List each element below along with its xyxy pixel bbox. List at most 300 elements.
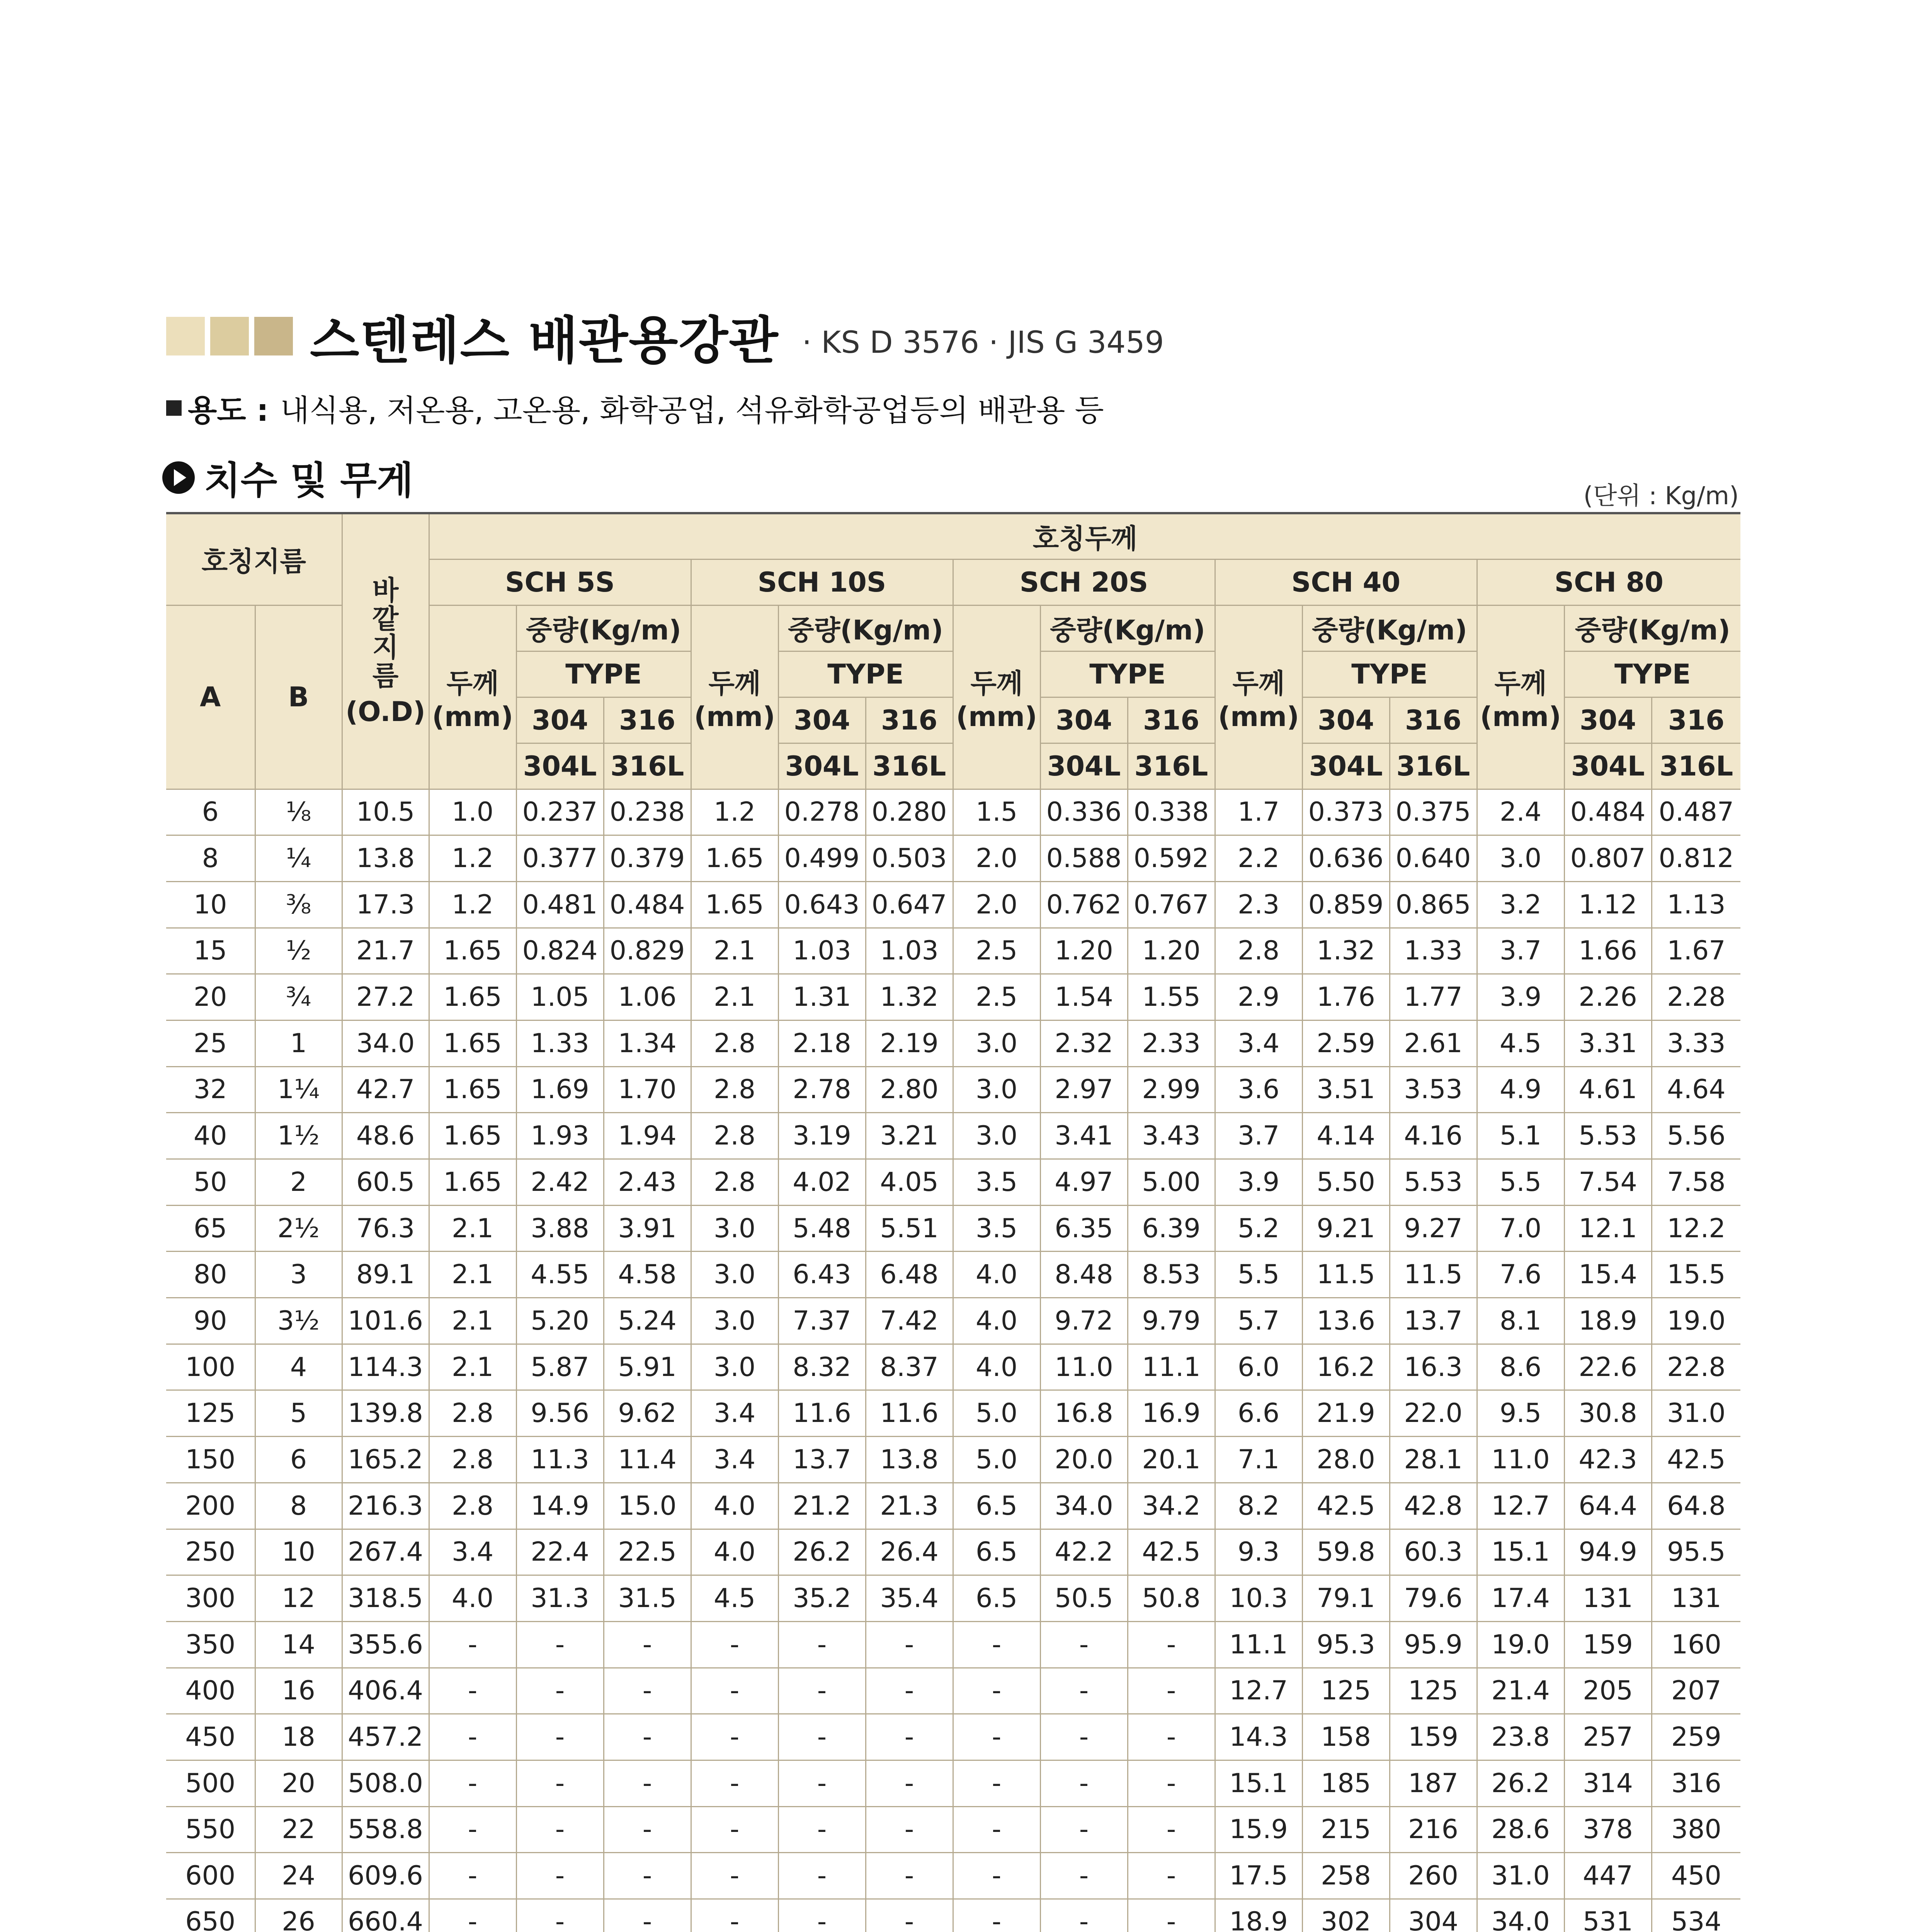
table-cell: 2.8 [691,1066,778,1113]
weight-header: 중량(Kg/m) [516,605,691,651]
table-cell: 7.42 [866,1298,953,1344]
table-cell: 12.1 [1564,1205,1652,1252]
table-cell: 8.53 [1128,1252,1215,1298]
table-cell: 114.3 [342,1344,429,1390]
table-cell: 1.65 [429,974,516,1020]
table-row [166,1252,1740,1298]
table-cell: 22.5 [604,1529,691,1575]
table-cell: 48.6 [342,1113,429,1159]
table-cell: 25 [166,1020,255,1066]
table-cell: 1.54 [1040,974,1128,1020]
table-cell: 16 [255,1668,342,1714]
type-header: TYPE [1302,651,1477,697]
table-cell: 11.6 [778,1390,866,1437]
play-circle-icon [162,461,195,494]
table-cell: 1.03 [866,928,953,974]
type-316l-header: 316L [866,743,953,789]
table-cell: 2.42 [516,1159,604,1206]
table-cell: 10.3 [1215,1575,1302,1622]
table-cell: 2.8 [429,1390,516,1437]
table-cell: 0.807 [1564,835,1652,882]
table-cell: 5.7 [1215,1298,1302,1344]
table-cell: 76.3 [342,1205,429,1252]
table-cell: 95.5 [1652,1529,1740,1575]
header-square-3 [254,317,293,355]
weight-header: 중량(Kg/m) [1040,605,1215,651]
table-cell: 0.865 [1390,881,1477,928]
table-cell: 2.59 [1302,1020,1390,1066]
table-cell: 31.0 [1477,1853,1564,1899]
table-cell: 90 [166,1298,255,1344]
table-cell: - [778,1714,866,1760]
page-header [166,305,1164,371]
table-cell: 2.61 [1390,1020,1477,1066]
table-cell: - [516,1621,604,1668]
table-cell: 0.373 [1302,789,1390,835]
table-cell: 3.41 [1040,1113,1128,1159]
table-cell: 0.588 [1040,835,1128,882]
table-cell: 13.7 [778,1437,866,1483]
table-row [166,1853,1740,1899]
table-cell: - [778,1621,866,1668]
table-cell: 1.33 [1390,928,1477,974]
table-cell: 7.1 [1215,1437,1302,1483]
table-cell: 1.70 [604,1066,691,1113]
table-cell: 8 [255,1483,342,1529]
table-cell: 5.53 [1390,1159,1477,1206]
table-cell: - [866,1853,953,1899]
table-cell: - [604,1806,691,1853]
table-cell: 9.79 [1128,1298,1215,1344]
table-cell: 3.21 [866,1113,953,1159]
table-cell: 59.8 [1302,1529,1390,1575]
table-cell: - [953,1668,1040,1714]
table-cell: 11.4 [604,1437,691,1483]
table-cell: 9.5 [1477,1390,1564,1437]
table-cell: 302 [1302,1899,1390,1932]
table-cell: 0.336 [1040,789,1128,835]
table-cell: 0.859 [1302,881,1390,928]
table-cell: 5.24 [604,1298,691,1344]
table-cell: 159 [1390,1714,1477,1760]
table-cell: 3.0 [691,1298,778,1344]
table-cell: - [516,1760,604,1806]
type-316l-header: 316L [1652,743,1740,789]
table-cell: 609.6 [342,1853,429,1899]
bullet-square-icon [166,400,182,416]
table-cell: 0.812 [1652,835,1740,882]
table-cell: 2.32 [1040,1020,1128,1066]
table-cell: 3.9 [1215,1159,1302,1206]
table-cell: 3.33 [1652,1020,1740,1066]
section-dimensions-title: 치수 및 무게 [162,450,413,505]
table-cell: 400 [166,1668,255,1714]
table-cell: 34.2 [1128,1483,1215,1529]
table-cell: - [1128,1760,1215,1806]
table-cell: 0.487 [1652,789,1740,835]
table-cell: 18 [255,1714,342,1760]
table-cell: 34.0 [1040,1483,1128,1529]
table-cell: - [691,1668,778,1714]
table-cell: - [604,1760,691,1806]
table-cell: 3.4 [691,1390,778,1437]
table-cell: 4.64 [1652,1066,1740,1113]
table-cell: 158 [1302,1714,1390,1760]
table-cell: - [866,1668,953,1714]
table-cell: 10 [166,881,255,928]
table-cell: 27.2 [342,974,429,1020]
table-cell: - [778,1899,866,1932]
table-cell: 3½ [255,1298,342,1344]
table-cell: 550 [166,1806,255,1853]
table-row [166,1899,1740,1932]
table-row [166,881,1740,928]
thickness-header: 두께 (mm) [1477,605,1564,789]
table-cell: 3.0 [691,1344,778,1390]
table-cell: 2.8 [691,1159,778,1206]
table-cell: 216.3 [342,1483,429,1529]
table-cell: 10.5 [342,789,429,835]
table-cell: 95.3 [1302,1621,1390,1668]
table-cell: 12 [255,1575,342,1622]
weight-header: 중량(Kg/m) [778,605,953,651]
table-cell: 20 [255,1760,342,1806]
table-cell: 21.4 [1477,1668,1564,1714]
table-cell: 2.1 [429,1205,516,1252]
table-cell: ¼ [255,835,342,882]
type-header: TYPE [778,651,953,697]
table-cell: 4.0 [691,1483,778,1529]
table-cell: 4.0 [429,1575,516,1622]
table-cell: 4.55 [516,1252,604,1298]
table-cell: 1.5 [953,789,1040,835]
table-cell: 31.3 [516,1575,604,1622]
table-cell: 5.87 [516,1344,604,1390]
table-cell: 8.6 [1477,1344,1564,1390]
table-cell: 2.43 [604,1159,691,1206]
table-cell: 7.6 [1477,1252,1564,1298]
table-cell: 260 [1390,1853,1477,1899]
table-cell: 534 [1652,1899,1740,1932]
table-cell: 94.9 [1564,1529,1652,1575]
table-cell: 2.28 [1652,974,1740,1020]
table-cell: 6.0 [1215,1344,1302,1390]
table-cell: 2.4 [1477,789,1564,835]
table-cell: 2.8 [691,1113,778,1159]
table-cell: - [1128,1899,1215,1932]
table-cell: - [429,1806,516,1853]
table-cell: 8.48 [1040,1252,1128,1298]
table-cell: 2.1 [429,1298,516,1344]
table-cell: 79.1 [1302,1575,1390,1622]
type-304-header: 304 [1564,697,1652,743]
table-cell: 1.65 [691,835,778,882]
table-cell: 125 [1302,1668,1390,1714]
table-cell: 200 [166,1483,255,1529]
table-cell: 500 [166,1760,255,1806]
table-cell: 139.8 [342,1390,429,1437]
table-cell: 2½ [255,1205,342,1252]
table-cell: 1.65 [429,928,516,974]
table-cell: 5.2 [1215,1205,1302,1252]
table-cell: 531 [1564,1899,1652,1932]
table-cell: 23.8 [1477,1714,1564,1760]
table-cell: ¾ [255,974,342,1020]
table-cell: 150 [166,1437,255,1483]
table-cell: 0.484 [604,881,691,928]
table-cell: 3.5 [953,1205,1040,1252]
table-cell: - [1128,1853,1215,1899]
table-cell: - [778,1806,866,1853]
table-cell: 2.33 [1128,1020,1215,1066]
table-cell: - [1040,1899,1128,1932]
weight-header: 중량(Kg/m) [1564,605,1740,651]
table-cell: 9.62 [604,1390,691,1437]
table-cell: 131 [1564,1575,1652,1622]
table-cell: 11.5 [1390,1252,1477,1298]
table-cell: - [604,1899,691,1932]
table-cell: 31.5 [604,1575,691,1622]
table-cell: 6 [166,789,255,835]
thickness-header: 두께 (mm) [691,605,778,789]
table-cell: 3.6 [1215,1066,1302,1113]
table-cell: 20.0 [1040,1437,1128,1483]
table-cell: 42.5 [1652,1437,1740,1483]
table-cell: - [516,1806,604,1853]
table-cell: - [866,1806,953,1853]
table-row [166,1344,1740,1390]
table-cell: 26.4 [866,1529,953,1575]
table-cell: 450 [1652,1853,1740,1899]
table-row [166,1159,1740,1206]
table-cell: - [953,1760,1040,1806]
table-cell: 160 [1652,1621,1740,1668]
table-cell: 215 [1302,1806,1390,1853]
table-cell: 1.05 [516,974,604,1020]
table-cell: 0.640 [1390,835,1477,882]
table-cell: 16.9 [1128,1390,1215,1437]
type-316-header: 316 [866,697,953,743]
table-cell: 5.0 [953,1390,1040,1437]
table-cell: 22.4 [516,1529,604,1575]
table-cell: 15 [166,928,255,974]
table-cell: 600 [166,1853,255,1899]
table-row [166,1483,1740,1529]
table-cell: 3.0 [953,1066,1040,1113]
table-cell: - [429,1899,516,1932]
table-cell: 5.48 [778,1205,866,1252]
table-cell: 250 [166,1529,255,1575]
type-316-header: 316 [1128,697,1215,743]
table-cell: 314 [1564,1760,1652,1806]
table-cell: 17.5 [1215,1853,1302,1899]
table-cell: 5.00 [1128,1159,1215,1206]
table-cell: 16.2 [1302,1344,1390,1390]
table-cell: 1.32 [866,974,953,1020]
table-cell: 34.0 [1477,1899,1564,1932]
table-cell: - [691,1853,778,1899]
table-row [166,835,1740,882]
table-cell: 1.32 [1302,928,1390,974]
table-cell: 31.0 [1652,1390,1740,1437]
table-row [166,1621,1740,1668]
nominal-size-header: 호칭지름 [166,513,342,605]
table-cell: - [1128,1621,1215,1668]
table-cell: 0.643 [778,881,866,928]
table-cell: - [778,1853,866,1899]
table-row [166,974,1740,1020]
table-cell: 0.647 [866,881,953,928]
table-cell: 1.55 [1128,974,1215,1020]
table-cell: - [516,1668,604,1714]
table-cell: 5.50 [1302,1159,1390,1206]
type-304l-header: 304L [1302,743,1390,789]
table-cell: 0.824 [516,928,604,974]
table-cell: 8.32 [778,1344,866,1390]
table-cell: 7.37 [778,1298,866,1344]
table-cell: 1 [255,1020,342,1066]
table-cell: 65 [166,1205,255,1252]
table-cell: - [866,1621,953,1668]
table-cell: - [1128,1806,1215,1853]
table-cell: 2.8 [1215,928,1302,974]
table-cell: 28.0 [1302,1437,1390,1483]
table-cell: ⅛ [255,789,342,835]
table-cell: 1.69 [516,1066,604,1113]
table-cell: 1.7 [1215,789,1302,835]
table-cell: 1.0 [429,789,516,835]
table-cell: 24 [255,1853,342,1899]
schedule-header: SCH 80 [1477,559,1740,605]
table-cell: 11.3 [516,1437,604,1483]
table-cell: 0.278 [778,789,866,835]
table-cell: - [429,1760,516,1806]
table-cell: 42.2 [1040,1529,1128,1575]
table-cell: - [604,1668,691,1714]
table-cell: - [691,1714,778,1760]
table-cell: 2.97 [1040,1066,1128,1113]
table-cell: 304 [1390,1899,1477,1932]
table-cell: 4.0 [953,1298,1040,1344]
table-cell: 316 [1652,1760,1740,1806]
table-cell: 64.8 [1652,1483,1740,1529]
table-cell: ½ [255,928,342,974]
table-row [166,1529,1740,1575]
table-cell: 6.39 [1128,1205,1215,1252]
page-title: 스텐레스 배관용강관 [310,311,779,371]
table-cell: 2.0 [953,835,1040,882]
usage-text: 내식용, 저온용, 고온용, 화학공업, 석유화학공업등의 배관용 등 [280,393,1104,428]
table-cell: 2.3 [1215,881,1302,928]
table-cell: 79.6 [1390,1575,1477,1622]
table-cell: 2.1 [429,1252,516,1298]
table-cell: 2.9 [1215,974,1302,1020]
table-row [166,1066,1740,1113]
type-header: TYPE [1564,651,1740,697]
table-row [166,1575,1740,1622]
table-cell: 350 [166,1621,255,1668]
table-cell: - [691,1899,778,1932]
table-cell: 42.5 [1128,1529,1215,1575]
table-row [166,1113,1740,1159]
table-cell: 3.4 [429,1529,516,1575]
table-cell: 2.8 [429,1437,516,1483]
table-cell: 28.1 [1390,1437,1477,1483]
table-cell: 2.5 [953,974,1040,1020]
table-cell: 1.2 [429,881,516,928]
schedule-header: SCH 5S [429,559,691,605]
table-row [166,1437,1740,1483]
table-cell: 3.0 [691,1205,778,1252]
col-a-header: A [166,605,255,789]
table-cell: - [1040,1853,1128,1899]
table-cell: 4.14 [1302,1113,1390,1159]
table-cell: 6.5 [953,1529,1040,1575]
table-cell: - [1040,1806,1128,1853]
table-cell: 6.43 [778,1252,866,1298]
table-cell: 11.0 [1477,1437,1564,1483]
table-cell: 21.3 [866,1483,953,1529]
type-304-header: 304 [778,697,866,743]
table-cell: ⅜ [255,881,342,928]
table-cell: 0.280 [866,789,953,835]
type-304l-header: 304L [516,743,604,789]
table-cell: 4.0 [953,1344,1040,1390]
table-cell: 2.5 [953,928,1040,974]
table-cell: - [604,1621,691,1668]
table-cell: - [866,1760,953,1806]
table-cell: - [953,1621,1040,1668]
table-cell: 406.4 [342,1668,429,1714]
type-304-header: 304 [1302,697,1390,743]
table-cell: - [953,1853,1040,1899]
table-cell: 3.0 [691,1252,778,1298]
table-cell: 5.53 [1564,1113,1652,1159]
table-cell: 1.2 [691,789,778,835]
table-row [166,1714,1740,1760]
table-cell: - [866,1899,953,1932]
table-cell: 0.592 [1128,835,1215,882]
table-cell: 0.762 [1040,881,1128,928]
table-cell: 1.34 [604,1020,691,1066]
usage-line [166,386,1104,430]
table-cell: 4.5 [691,1575,778,1622]
table-cell: 3.0 [1477,835,1564,882]
table-cell: 4.5 [1477,1020,1564,1066]
table-cell: 21.7 [342,928,429,974]
table-cell: 159 [1564,1621,1652,1668]
table-cell: 0.481 [516,881,604,928]
table-cell: 21.2 [778,1483,866,1529]
table-cell: 1.66 [1564,928,1652,974]
table-cell: 11.0 [1040,1344,1128,1390]
table-cell: 3.4 [691,1437,778,1483]
table-cell: 32 [166,1066,255,1113]
table-cell: 20 [166,974,255,1020]
table-cell: 1.77 [1390,974,1477,1020]
table-cell: 2.8 [429,1483,516,1529]
table-cell: - [866,1714,953,1760]
table-cell: 5.20 [516,1298,604,1344]
table-cell: - [778,1668,866,1714]
table-cell: 447 [1564,1853,1652,1899]
table-cell: 13.8 [342,835,429,882]
table-cell: - [778,1760,866,1806]
table-cell: 18.9 [1564,1298,1652,1344]
table-cell: 378 [1564,1806,1652,1853]
table-cell: 1.20 [1128,928,1215,974]
table-cell: - [1128,1714,1215,1760]
